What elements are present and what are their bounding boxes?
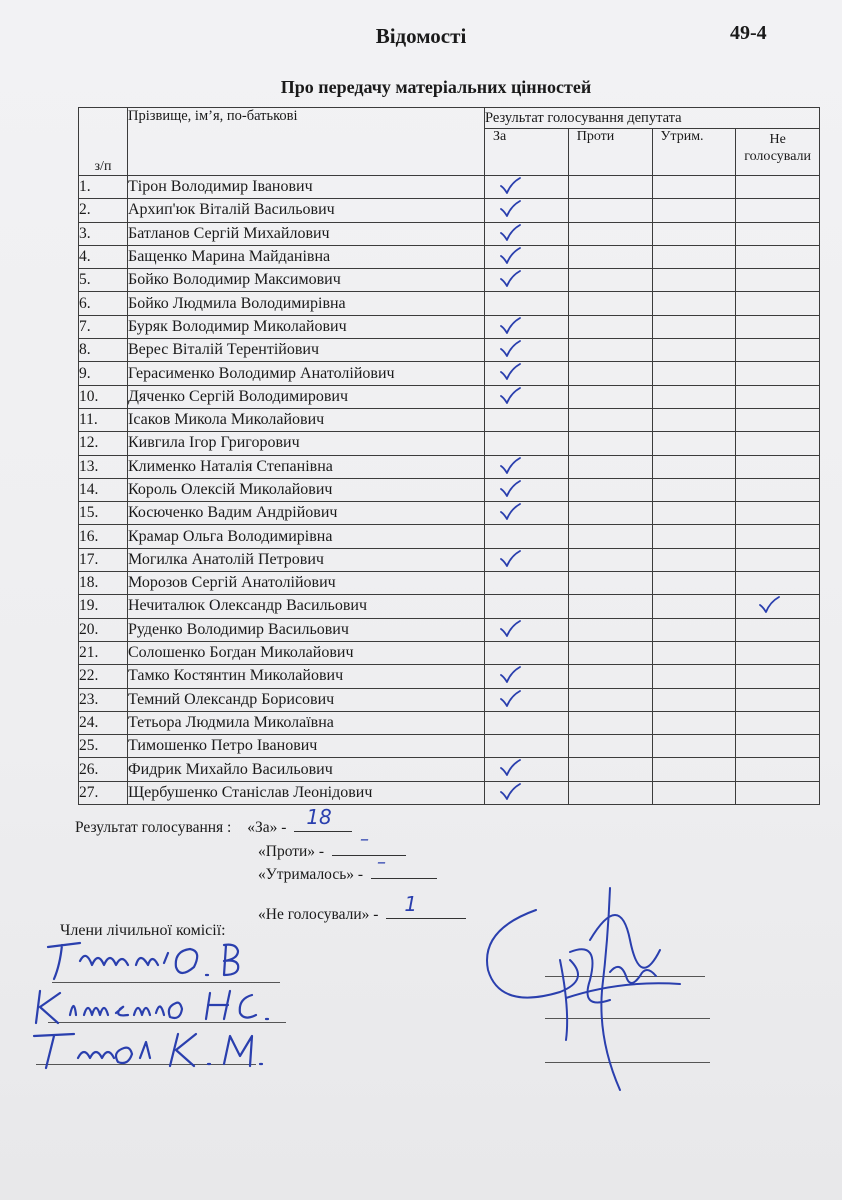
vote-cell-za — [485, 711, 569, 734]
vote-cell-nv — [736, 199, 820, 222]
row-number: 16. — [79, 525, 128, 548]
vote-cell-za — [485, 362, 569, 385]
row-number: 27. — [79, 781, 128, 804]
vote-cell-ut — [652, 618, 736, 641]
vote-cell-pr — [568, 618, 652, 641]
summary-not-voted-label: «Не голосували» - — [258, 906, 379, 923]
vote-cell-ut — [652, 665, 736, 688]
table-row — [79, 641, 820, 664]
col-number-header: з/п — [79, 108, 128, 176]
vote-cell-za — [485, 269, 569, 292]
table-row — [79, 385, 820, 408]
vote-cell-ut — [652, 478, 736, 501]
row-number: 26. — [79, 758, 128, 781]
summary-line-abstain — [258, 852, 437, 884]
col-not-voted-header: Не голосували — [736, 129, 820, 176]
vote-cell-ut — [652, 199, 736, 222]
row-number: 10. — [79, 385, 128, 408]
row-number: 13. — [79, 455, 128, 478]
voting-table — [78, 107, 820, 805]
vote-cell-pr — [568, 572, 652, 595]
vote-cell-za — [485, 478, 569, 501]
vote-cell-za — [485, 222, 569, 245]
col-result-header: Результат голосування депутата — [485, 108, 820, 129]
vote-cell-za — [485, 199, 569, 222]
row-number: 4. — [79, 245, 128, 268]
deputy-name: Верес Віталій Терентійович — [128, 339, 485, 362]
vote-cell-nv — [736, 641, 820, 664]
deputy-name: Тимошенко Петро Іванович — [128, 735, 485, 758]
vote-cell-za — [485, 292, 569, 315]
vote-cell-nv — [736, 758, 820, 781]
check-mark-icon — [499, 363, 521, 381]
table-row — [79, 455, 820, 478]
table-row — [79, 222, 820, 245]
vote-cell-za — [485, 315, 569, 338]
vote-cell-ut — [652, 245, 736, 268]
deputy-name: Щербушенко Станіслав Леонідович — [128, 781, 485, 804]
vote-cell-nv — [736, 339, 820, 362]
col-abstain-header: Утрим. — [652, 129, 736, 176]
summary-not-voted-blank — [386, 892, 466, 919]
vote-cell-pr — [568, 665, 652, 688]
deputy-name: Клименко Наталія Степанівна — [128, 455, 485, 478]
check-mark-icon — [758, 596, 780, 614]
vote-cell-pr — [568, 362, 652, 385]
summary-not-voted-value: 1 — [404, 892, 418, 916]
vote-cell-pr — [568, 432, 652, 455]
col-against-header: Проти — [568, 129, 652, 176]
vote-cell-nv — [736, 176, 820, 199]
deputy-name: Нечиталюк Олександр Васильович — [128, 595, 485, 618]
vote-cell-pr — [568, 711, 652, 734]
vote-cell-ut — [652, 688, 736, 711]
summary-against-value: – — [359, 829, 369, 850]
summary-line-not-voted — [258, 892, 466, 924]
deputy-name: Солошенко Богдан Миколайович — [128, 641, 485, 664]
vote-cell-pr — [568, 315, 652, 338]
vote-cell-za — [485, 502, 569, 525]
deputy-name: Король Олексій Миколайович — [128, 478, 485, 501]
check-mark-icon — [499, 759, 521, 777]
deputy-name: Батланов Сергій Михайлович — [128, 222, 485, 245]
vote-cell-za — [485, 688, 569, 711]
check-mark-icon — [499, 340, 521, 358]
row-number: 6. — [79, 292, 128, 315]
summary-for-label: «За» - — [247, 819, 287, 836]
summary-against-blank — [332, 829, 406, 856]
vote-cell-pr — [568, 408, 652, 431]
vote-cell-pr — [568, 385, 652, 408]
vote-cell-pr — [568, 478, 652, 501]
table-row — [79, 711, 820, 734]
table-row — [79, 176, 820, 199]
commission-label: Члени лічильної комісії: — [60, 922, 226, 939]
vote-cell-za — [485, 385, 569, 408]
row-number: 25. — [79, 735, 128, 758]
row-number: 8. — [79, 339, 128, 362]
summary-against-label: «Проти» - — [258, 843, 325, 860]
check-mark-icon — [499, 387, 521, 405]
deputy-name: Руденко Володимир Васильович — [128, 618, 485, 641]
table-row — [79, 292, 820, 315]
vote-cell-ut — [652, 455, 736, 478]
deputy-name: Могилка Анатолій Петрович — [128, 548, 485, 571]
col-for-header: За — [485, 129, 569, 176]
vote-cell-za — [485, 548, 569, 571]
deputy-name: Буряк Володимир Миколайович — [128, 315, 485, 338]
check-mark-icon — [499, 247, 521, 265]
vote-cell-za — [485, 781, 569, 804]
table-row — [79, 688, 820, 711]
vote-cell-nv — [736, 385, 820, 408]
vote-cell-pr — [568, 455, 652, 478]
table-row — [79, 758, 820, 781]
vote-cell-ut — [652, 595, 736, 618]
vote-cell-ut — [652, 362, 736, 385]
vote-cell-nv — [736, 292, 820, 315]
deputy-name: Тетьора Людмила Миколаївна — [128, 711, 485, 734]
table-row — [79, 618, 820, 641]
col-name-header: Прізвище, ім’я, по-батькові — [128, 108, 485, 176]
check-mark-icon — [499, 317, 521, 335]
table-row — [79, 781, 820, 804]
table-row — [79, 199, 820, 222]
commission-member-3-handwriting — [28, 1028, 288, 1073]
vote-cell-pr — [568, 781, 652, 804]
document-title: Відомості — [375, 24, 467, 48]
check-mark-icon — [499, 270, 521, 288]
vote-cell-za — [485, 572, 569, 595]
table-row — [79, 432, 820, 455]
vote-cell-nv — [736, 269, 820, 292]
vote-cell-ut — [652, 408, 736, 431]
vote-cell-ut — [652, 711, 736, 734]
vote-cell-nv — [736, 525, 820, 548]
check-mark-icon — [499, 457, 521, 475]
row-number: 17. — [79, 548, 128, 571]
summary-line-for — [75, 805, 352, 837]
check-mark-icon — [499, 177, 521, 195]
vote-cell-pr — [568, 758, 652, 781]
vote-cell-za — [485, 758, 569, 781]
row-number: 14. — [79, 478, 128, 501]
summary-abstain-blank — [371, 852, 437, 879]
vote-cell-nv — [736, 432, 820, 455]
deputy-name: Бойко Людмила Володимирівна — [128, 292, 485, 315]
vote-cell-ut — [652, 269, 736, 292]
commission-member-1-handwriting — [40, 935, 300, 985]
summary-abstain-value: – — [376, 852, 386, 873]
summary-for-blank — [294, 805, 352, 832]
vote-cell-nv — [736, 618, 820, 641]
vote-cell-pr — [568, 199, 652, 222]
vote-cell-ut — [652, 339, 736, 362]
deputy-name: Фидрик Михайло Васильович — [128, 758, 485, 781]
row-number: 22. — [79, 665, 128, 688]
check-mark-icon — [499, 550, 521, 568]
document-subtitle: Про передачу матеріальних цінностей — [280, 77, 592, 97]
vote-cell-pr — [568, 502, 652, 525]
row-number: 5. — [79, 269, 128, 292]
vote-cell-nv — [736, 222, 820, 245]
vote-cell-ut — [652, 315, 736, 338]
vote-cell-pr — [568, 548, 652, 571]
row-number: 3. — [79, 222, 128, 245]
vote-cell-pr — [568, 222, 652, 245]
vote-cell-ut — [652, 781, 736, 804]
vote-cell-nv — [736, 478, 820, 501]
vote-cell-za — [485, 665, 569, 688]
deputy-name: Бойко Володимир Максимович — [128, 269, 485, 292]
vote-cell-za — [485, 595, 569, 618]
vote-cell-pr — [568, 292, 652, 315]
vote-cell-pr — [568, 641, 652, 664]
vote-cell-nv — [736, 688, 820, 711]
summary-label: Результат голосування : — [75, 819, 232, 836]
table-row — [79, 595, 820, 618]
vote-cell-nv — [736, 711, 820, 734]
row-number: 12. — [79, 432, 128, 455]
vote-cell-ut — [652, 292, 736, 315]
row-number: 7. — [79, 315, 128, 338]
check-mark-icon — [499, 620, 521, 638]
table-row — [79, 502, 820, 525]
vote-cell-ut — [652, 572, 736, 595]
summary-abstain-label: «Утрималось» - — [258, 866, 364, 883]
chairman-signature — [470, 880, 710, 1100]
vote-cell-ut — [652, 735, 736, 758]
deputy-name: Крамар Ольга Володимирівна — [128, 525, 485, 548]
check-mark-icon — [499, 690, 521, 708]
row-number: 1. — [79, 176, 128, 199]
vote-cell-za — [485, 432, 569, 455]
vote-cell-pr — [568, 339, 652, 362]
row-number: 11. — [79, 408, 128, 431]
vote-cell-nv — [736, 572, 820, 595]
vote-cell-nv — [736, 595, 820, 618]
deputy-name: Тірон Володимир Іванович — [128, 176, 485, 199]
row-number: 21. — [79, 641, 128, 664]
table-row — [79, 735, 820, 758]
table-row — [79, 548, 820, 571]
table-row — [79, 572, 820, 595]
check-mark-icon — [499, 224, 521, 242]
table-row — [79, 245, 820, 268]
vote-cell-nv — [736, 408, 820, 431]
document-number: 49-4 — [730, 22, 767, 44]
vote-cell-pr — [568, 245, 652, 268]
check-mark-icon — [499, 200, 521, 218]
table-row — [79, 525, 820, 548]
check-mark-icon — [499, 480, 521, 498]
check-mark-icon — [499, 666, 521, 684]
vote-cell-ut — [652, 641, 736, 664]
check-mark-icon — [499, 503, 521, 521]
row-number: 19. — [79, 595, 128, 618]
vote-cell-ut — [652, 525, 736, 548]
voting-table-body — [79, 176, 820, 805]
vote-cell-pr — [568, 688, 652, 711]
table-row — [79, 315, 820, 338]
deputy-name: Тамко Костянтин Миколайович — [128, 665, 485, 688]
row-number: 18. — [79, 572, 128, 595]
table-row — [79, 269, 820, 292]
vote-cell-pr — [568, 735, 652, 758]
vote-cell-za — [485, 618, 569, 641]
deputy-name: Архип'юк Віталій Васильович — [128, 199, 485, 222]
vote-cell-nv — [736, 548, 820, 571]
deputy-name: Темний Олександр Борисович — [128, 688, 485, 711]
vote-cell-ut — [652, 176, 736, 199]
row-number: 15. — [79, 502, 128, 525]
vote-cell-za — [485, 408, 569, 431]
vote-cell-za — [485, 735, 569, 758]
vote-cell-nv — [736, 455, 820, 478]
row-number: 9. — [79, 362, 128, 385]
vote-cell-nv — [736, 781, 820, 804]
deputy-name: Морозов Сергій Анатолійович — [128, 572, 485, 595]
vote-cell-nv — [736, 735, 820, 758]
commission-member-2-handwriting — [30, 985, 300, 1030]
row-number: 2. — [79, 199, 128, 222]
check-mark-icon — [499, 783, 521, 801]
vote-cell-nv — [736, 665, 820, 688]
vote-cell-ut — [652, 758, 736, 781]
vote-cell-ut — [652, 385, 736, 408]
vote-cell-ut — [652, 222, 736, 245]
vote-cell-za — [485, 176, 569, 199]
deputy-name: Ісаков Микола Миколайович — [128, 408, 485, 431]
vote-cell-za — [485, 339, 569, 362]
vote-cell-ut — [652, 432, 736, 455]
vote-cell-nv — [736, 362, 820, 385]
vote-cell-ut — [652, 502, 736, 525]
row-number: 23. — [79, 688, 128, 711]
table-row — [79, 478, 820, 501]
table-row — [79, 408, 820, 431]
vote-cell-nv — [736, 245, 820, 268]
vote-cell-za — [485, 525, 569, 548]
vote-cell-pr — [568, 176, 652, 199]
table-row — [79, 362, 820, 385]
vote-cell-pr — [568, 525, 652, 548]
table-row — [79, 665, 820, 688]
summary-for-value: 18 — [306, 805, 332, 829]
deputy-name: Дяченко Сергій Володимирович — [128, 385, 485, 408]
row-number: 24. — [79, 711, 128, 734]
vote-cell-ut — [652, 548, 736, 571]
deputy-name: Бащенко Марина Майданівна — [128, 245, 485, 268]
table-row — [79, 339, 820, 362]
vote-cell-za — [485, 245, 569, 268]
vote-cell-za — [485, 641, 569, 664]
deputy-name: Герасименко Володимир Анатолійович — [128, 362, 485, 385]
vote-cell-pr — [568, 595, 652, 618]
deputy-name: Кивгила Ігор Григорович — [128, 432, 485, 455]
deputy-name: Косюченко Вадим Андрійович — [128, 502, 485, 525]
vote-cell-pr — [568, 269, 652, 292]
vote-cell-za — [485, 455, 569, 478]
row-number: 20. — [79, 618, 128, 641]
vote-cell-nv — [736, 315, 820, 338]
vote-cell-nv — [736, 502, 820, 525]
